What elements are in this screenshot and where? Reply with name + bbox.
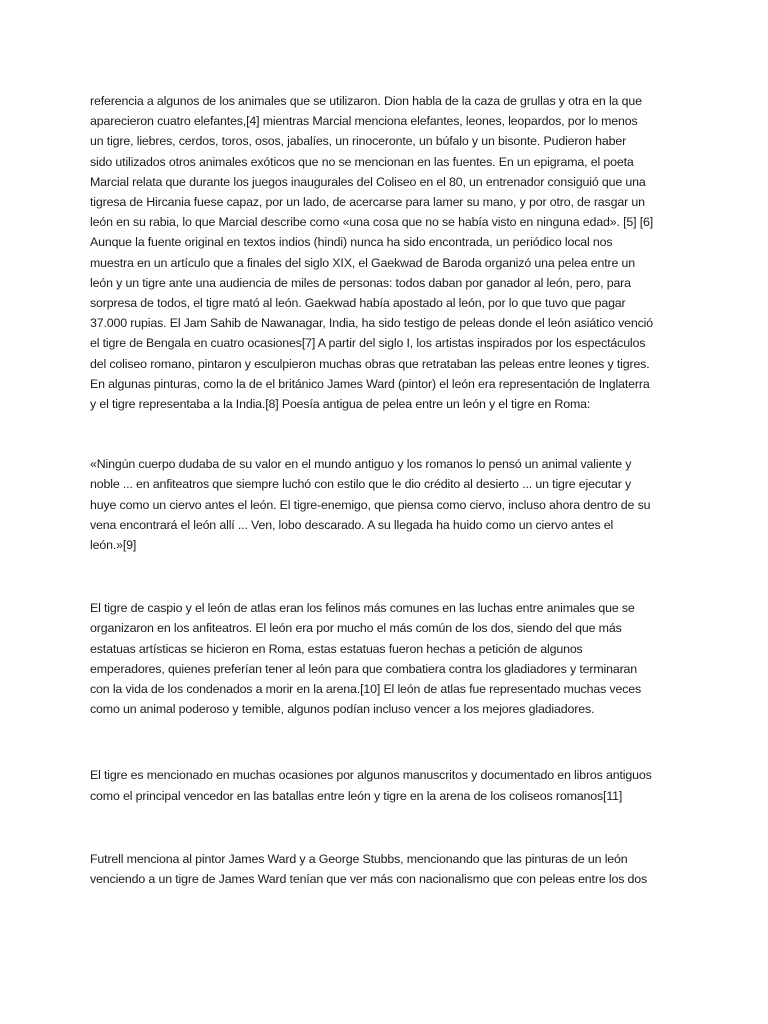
paragraph-2-poem-quote: «Ningún cuerpo dudaba de su valor en el mundo antiguo y los romanos lo pensó un animal valiente y noble ... en anfiteatros que siempre luchó con estilo que le dio crédito al desierto ... un tigre ejecutar y huye como un ciervo antes el león. El tigre-enemigo, que piensa como ciervo, incluso ahora dentro de su vena encontrará el león allí ... Ven, lobo descarado. A su llegada ha huido como un ciervo antes el león.»[9] — [90, 457, 651, 553]
document-page — [90, 91, 686, 889]
paragraph-4: El tigre es mencionado en muchas ocasiones por algunos manuscritos y documentado en libros antiguos como el principal vencedor en las batallas entre león y tigre en la arena de los coliseos romanos[11] — [90, 768, 652, 803]
paragraph-5: Futrell menciona al pintor James Ward y a George Stubbs, mencionando que las pinturas de un león venciendo a un tigre de James Ward tenían que ver más con nacionalismo que con peleas entre los dos — [90, 851, 648, 887]
paragraph-3: El tigre de caspio y el león de atlas eran los felinos más comunes en las luchas entre animales que se organizaron en los anfiteatros. El león era por mucho el más común de los dos, siendo del que más estatuas artísticas se hicieron en Roma, estas estatuas fueron hechas a petición de algunos emperadores, quienes preferían tener al león para que combatiera contra los gladiadores y terminaran con la vida de los condenados a morir en la arena.[10] El león de atlas fue representado muchas veces como un animal poderoso y temible, algunos podían incluso vencer a los mejores gladiadores. — [90, 601, 642, 717]
paragraph-1: referencia a algunos de los animales que se utilizaron. Dion habla de la caza de grullas y otra en la que aparecieron cuatro elefantes,[4] mientras Marcial menciona elefantes, leones, leopardos, por lo menos un tigre, liebres, cerdos, toros, osos, jabalíes, un rinoceronte, un búfalo y un bisonte. Pudieron haber sido utilizados otros animales exóticos que no se mencionan en las fuentes. En un epigrama, el poeta Marcial relata que durante los juegos inaugurales del Coliseo en el 80, un entrenador consiguió que una tigresa de Hircania fuese capaz, por un lado, de acercarse para lamer su mano, y por otro, de rasgar un león en su rabia, lo que Marcial describe como «una cosa que no se había visto en ninguna edad». [5] [6] Aunque la fuente original en textos indios (hindi) nunca ha sido encontrada, un periódico local nos muestra en un artículo que a finales del siglo XIX, el Gaekwad de Baroda organizó una pelea entre un león y un tigre ante una audiencia de miles de personas: todos daban por ganador al león, pero, para sorpresa de todos, el tigre mató al león. Gaekwad había apostado al león, por lo que tuvo que pagar 37.000 rupias. El Jam Sahib de Nawanagar, India, ha sido testigo de peleas donde el león asiático venció el tigre de Bengala en cuatro ocasiones[7] A partir del siglo I, los artistas inspirados por los espectáculos del coliseo romano, pintaron y esculpieron muchas obras que retrataban las peleas entre leones y tigres. En algunas pinturas, como la de el británico James Ward (pintor) el león era representación de Inglaterra y el tigre representaba a la India.[8] Poesía antigua de pelea entre un león y el tigre en Roma: — [90, 94, 654, 412]
